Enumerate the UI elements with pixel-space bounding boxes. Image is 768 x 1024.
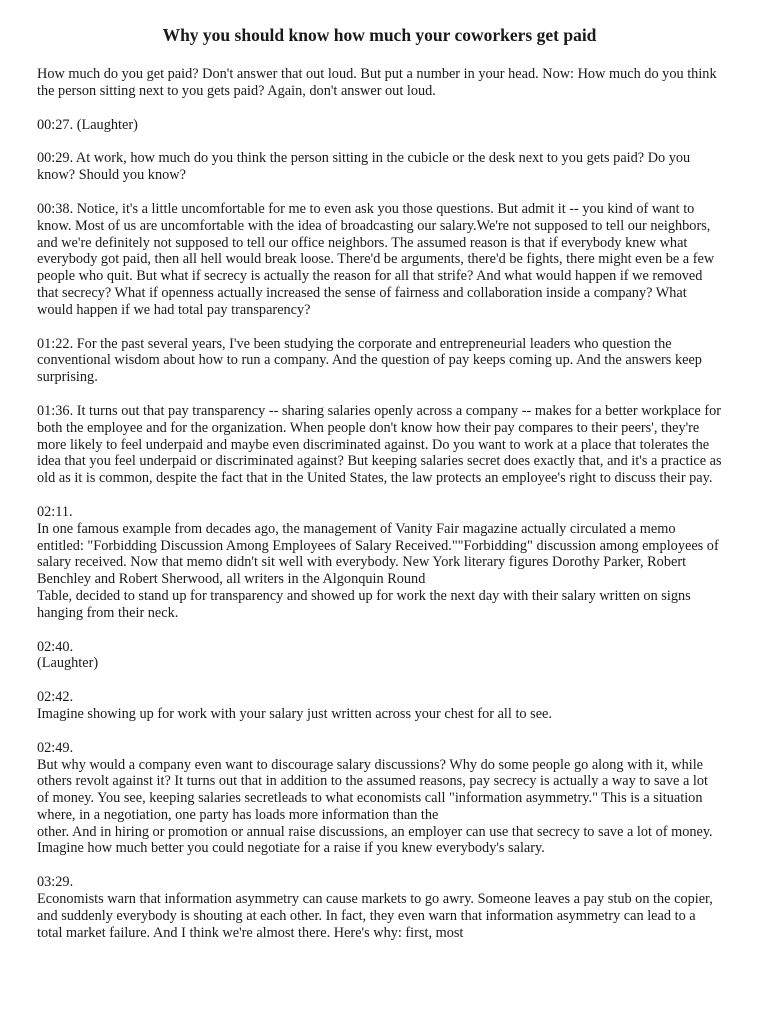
paragraph-intro: How much do you get paid? Don't answer that out loud. But put a number in your head. Now: How much do you think the person sitting next to you gets paid? Again, don't answer out loud. xyxy=(37,66,717,99)
paragraph-0240: 02:40. (Laughter) xyxy=(37,638,99,672)
paragraph-0027: 00:27. (Laughter) xyxy=(37,116,138,133)
paragraph-0242: 02:42. Imagine showing up for work with your salary just written across your chest for all to see. xyxy=(37,689,552,722)
paragraph-0329: 03:29. Economists warn that information asymmetry can cause markets to go awry. Someone leaves a pay stub on the copier, and suddenly everybody is shouting at each other. In fact, they even warn that information asymmetry can lead to a total market failure. And I think we're almost there. Here's why: first, most xyxy=(37,874,713,941)
paragraph-0038: 00:38. Notice, it's a little uncomfortable for me to even ask you those questions. But admit it -- you kind of want to know. Most of us are uncomfortable with the idea of broadcasting our salary.We're not supposed to tell our neighbors, and we're definitely not supposed to tell our office neighbors. The assumed reason is that if everybody knew what everybody got paid, then all hell would break loose. There'd be arguments, there'd be fights, there might even be a few people who quit. But what if secrecy is actually the reason for all that strife? And what would happen if we removed that secrecy? What if openness actually increased the sense of fairness and collaboration inside a company? What would happen if we had total pay transparency? xyxy=(37,200,715,318)
paragraph-0122: 01:22. For the past several years, I've been studying the corporate and entrepreneurial leaders who question the conventional wisdom about how to run a company. And the question of pay keeps coming up. And the answers keep surprising. xyxy=(37,335,702,386)
paragraph-0136: 01:36. It turns out that pay transparency -- sharing salaries openly across a company -- makes for a better workplace for both the employee and for the organization. When people don't know how their pay compares to their peers', they're more likely to feel underpaid and maybe even discriminated against. Do you want to work at a place that tolerates the idea that you feel underpaid or discriminated against? But keeping salaries secret does exactly that, and it's a practice as old as it is common, despite the fact that in the United States, the law protects an employee's right to discuss their pay. xyxy=(37,402,722,487)
document-title: Why you should know how much your coworkers get paid xyxy=(162,25,597,45)
paragraph-0029: 00:29. At work, how much do you think the person sitting in the cubicle or the desk next to you gets paid? Do you know? Should you know? xyxy=(37,150,691,184)
paragraph-0249: 02:49. But why would a company even want to discourage salary discussions? Why do some people go along with it, while others revolt against it? It turns out that in addition to the assumed reasons, pay secrecy is actually a way to save a lot of money. You see, keeping salaries secretleads to what economists call "information asymmetry." This is a situation where, in a negotiation, one party has loads more information than the other. And in hiring or promotion or annual raise discussions, an employer can use that secrecy to save a lot of money. Imagine how much better you could negotiate for a raise if you knew everybody's salary. xyxy=(37,739,713,857)
paragraph-0211: 02:11. In one famous example from decades ago, the management of Vanity Fair magazine actually circulated a memo entitled: "Forbidding Discussion Among Employees of Salary Received.""Forbidding" discussion among employees of salary received. Now that memo didn't sit well with everybody. New York literary figures Dorothy Parker, Robert Benchley and Robert Sherwood, all writers in the Algonquin Round Table, decided to stand up for transparency and showed up for work the next day with their salary written on signs hanging from their neck. xyxy=(37,503,719,621)
